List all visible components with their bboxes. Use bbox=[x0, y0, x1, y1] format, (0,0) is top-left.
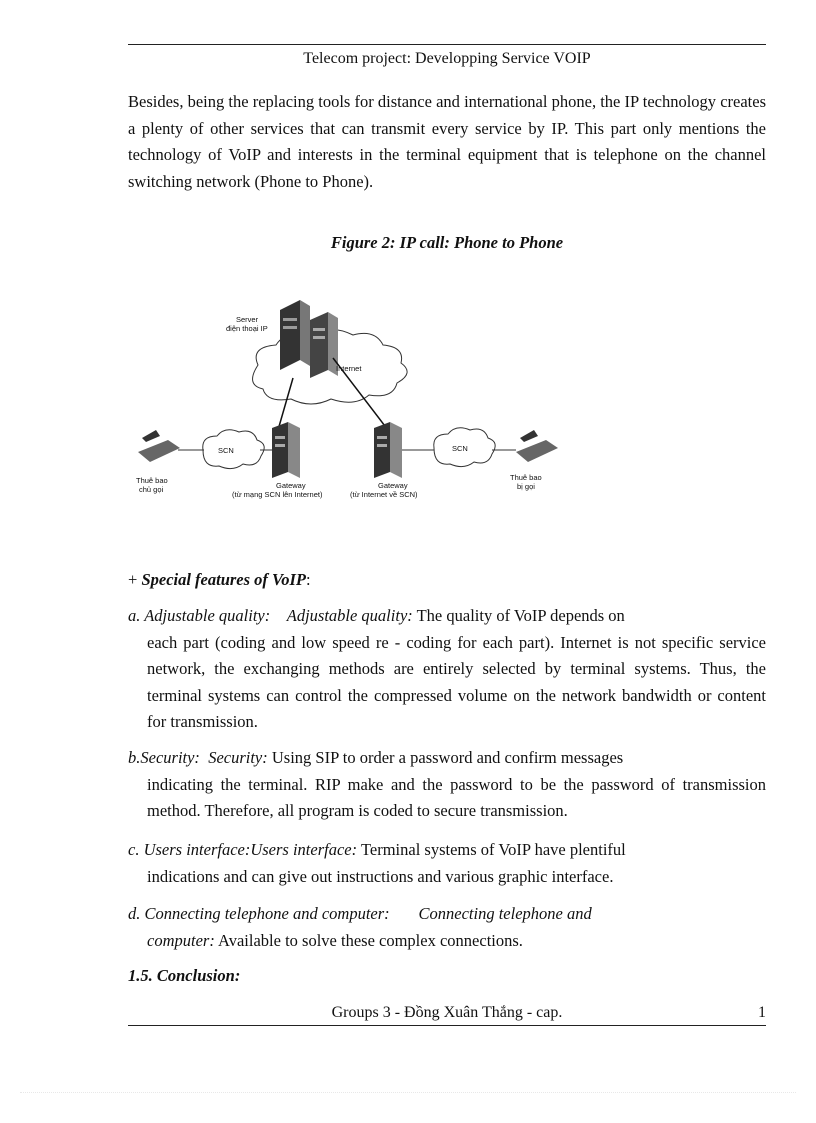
server-label-2: điện thoại IP bbox=[226, 324, 268, 333]
page-header-title: Telecom project: Developping Service VOIP bbox=[303, 50, 591, 67]
feature-label: c. Users interface: bbox=[128, 840, 251, 859]
telephone-left-icon bbox=[138, 430, 180, 462]
feature-item-connecting bbox=[128, 901, 766, 954]
special-features-title: Special features of VoIP bbox=[141, 570, 306, 589]
feature-first-line: Using SIP to order a password and confirm messages bbox=[271, 748, 624, 767]
section-heading-conclusion: 1.5. Conclusion: bbox=[128, 966, 241, 985]
feature-item-quality bbox=[128, 603, 766, 736]
telephone-right-icon bbox=[516, 430, 558, 462]
scn-left-label: SCN bbox=[218, 446, 234, 455]
internet-label: Internet bbox=[336, 364, 362, 373]
feature-label: d. Connecting telephone and computer: bbox=[128, 904, 390, 923]
feature-term: Connecting telephone and bbox=[418, 904, 592, 923]
subscriber-right-label-2: bị gọi bbox=[517, 482, 535, 491]
scn-right-label: SCN bbox=[452, 444, 468, 453]
subscriber-right-label-1: Thuê bao bbox=[510, 473, 542, 482]
feature-term: Users interface: bbox=[250, 840, 358, 859]
feature-label: b.Security: bbox=[128, 748, 200, 767]
feature-text: each part (coding and low speed re - coding for each part). Internet is not specific service network, the exchanging methods are entirely selected by terminal systems. Thus, the terminal systems can control the compressed volume on the network bandwidth or content for transmission. bbox=[147, 632, 766, 732]
feature-item-security bbox=[128, 745, 766, 825]
feature-text: indications and can give out instructions and various graphic interface. bbox=[147, 866, 614, 886]
gateway-right-label-2: (từ Internet về SCN) bbox=[350, 490, 418, 499]
feature-text: indicating the terminal. RIP make and the password to be the password of transmission method. Therefore, all program is coded to secure transmission. bbox=[147, 774, 766, 821]
header-rule bbox=[128, 44, 766, 45]
footer-text: Groups 3 - Đồng Xuân Thắng - cap. bbox=[331, 1004, 563, 1021]
subscriber-left-label-1: Thuê bao bbox=[136, 476, 168, 485]
footer-rule bbox=[128, 1025, 766, 1026]
feature-term: Security: bbox=[208, 748, 268, 767]
page-number: 1 bbox=[758, 1004, 766, 1021]
feature-label: a. Adjustable quality: bbox=[128, 606, 271, 625]
intro-paragraph: Besides, being the replacing tools for distance and international phone, the IP technology creates a plenty of other services that can transmit every service by IP. This part only mentions the technology of VoIP and interests in the terminal equipment that is telephone on the channel switching network (Phone to Phone). bbox=[128, 92, 766, 191]
gateway-left-label-2: (từ mạng SCN lên Internet) bbox=[232, 490, 323, 499]
gateway-left-label-1: Gateway bbox=[276, 481, 306, 490]
feature-term-cont: computer: bbox=[147, 930, 215, 950]
feature-first-line: Terminal systems of VoIP have plentiful bbox=[360, 840, 626, 859]
special-features-heading: + Special features of VoIP: bbox=[128, 570, 311, 589]
server-label-1: Server bbox=[236, 315, 259, 324]
figure-caption: Figure 2: IP call: Phone to Phone bbox=[330, 233, 564, 252]
page-footer bbox=[128, 1004, 766, 1022]
page-edge-dots bbox=[20, 1092, 796, 1093]
gateway-right-icon bbox=[374, 422, 402, 478]
feature-text: Available to solve these complex connections. bbox=[218, 930, 523, 950]
voip-network-diagram bbox=[128, 290, 558, 520]
subscriber-left-label-2: chủ gọi bbox=[139, 485, 164, 494]
feature-item-interface bbox=[128, 837, 766, 890]
feature-term: Adjustable quality: bbox=[286, 606, 413, 625]
feature-first-line: The quality of VoIP depends on bbox=[416, 606, 625, 625]
gateway-right-label-1: Gateway bbox=[378, 481, 408, 490]
gateway-left-icon bbox=[272, 422, 300, 478]
